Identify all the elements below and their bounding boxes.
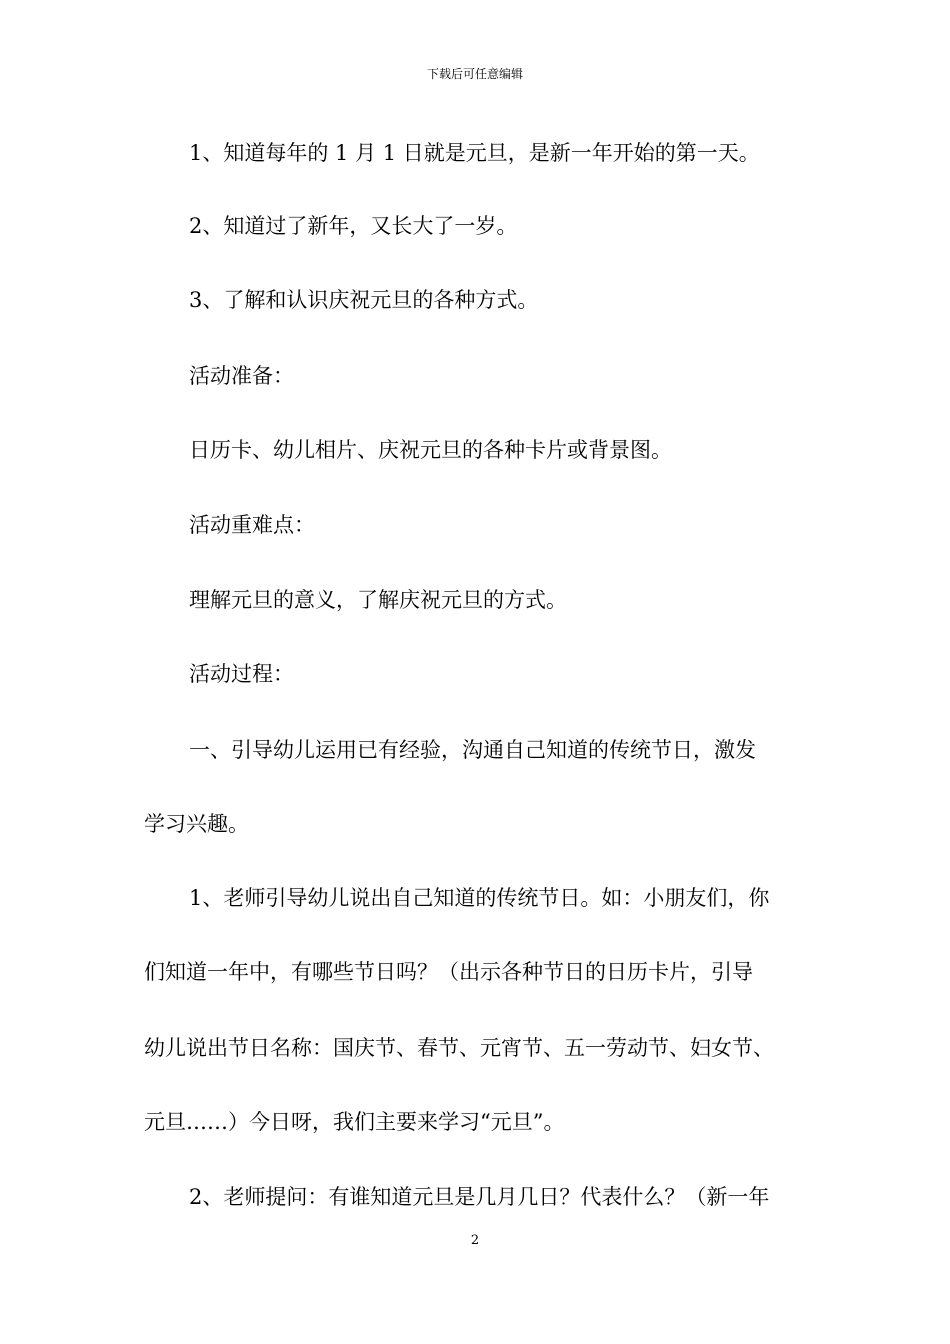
text-line: 们知道一年中，有哪些节日吗？（出示各种节日的日历卡片，引导 [144,960,753,984]
text-line: 1、知道每年的 1 月 1 日就是元旦，是新一年开始的第一天。 [189,141,760,165]
text-line: 活动重难点： [189,513,315,537]
text-line: 活动准备： [189,364,294,388]
text-line: 元旦……）今日呀，我们主要来学习“元旦”。 [144,1110,565,1134]
text-line: 2、老师提问：有谁知道元旦是几月几日？代表什么？（新一年 [189,1185,770,1209]
text-line: 2、知道过了新年，又长大了一岁。 [189,214,518,238]
text-line: 日历卡、幼儿相片、庆祝元旦的各种卡片或背景图。 [189,438,672,462]
text-line: 理解元旦的意义，了解庆祝元旦的方式。 [189,588,567,612]
text-line: 一、引导幼儿运用已有经验，沟通自己知道的传统节日，激发 [189,738,756,762]
text-line: 1、老师引导幼儿说出自己知道的传统节日。如：小朋友们，你 [189,886,770,910]
page-header: 下载后可任意编辑 [426,67,523,81]
text-line: 3、了解和认识庆祝元旦的各种方式。 [189,288,539,312]
text-line: 活动过程： [189,662,294,686]
page-number: 2 [470,1233,480,1248]
text-line: 幼儿说出节日名称：国庆节、春节、元宵节、五一劳动节、妇女节、 [144,1036,774,1060]
text-line: 学习兴趣。 [144,812,249,836]
